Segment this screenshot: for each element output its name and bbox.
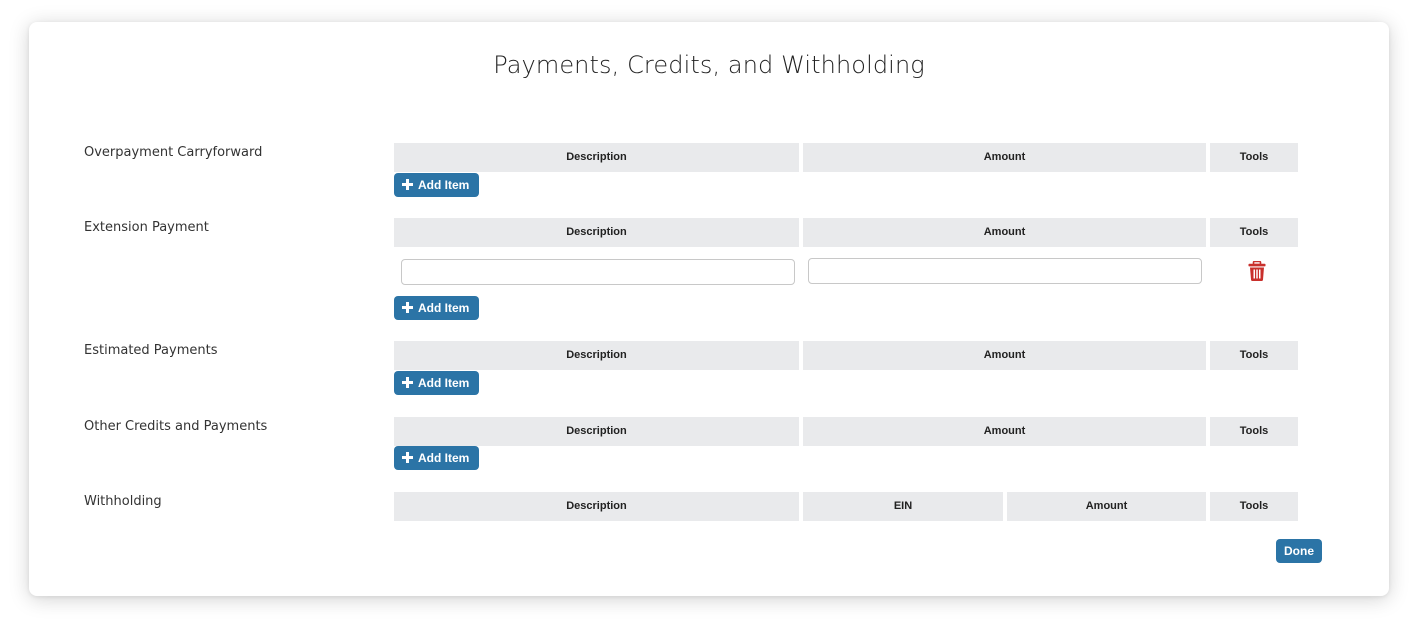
section-label-other-credits-and-payments: Other Credits and Payments bbox=[84, 419, 268, 434]
plus-icon bbox=[402, 302, 413, 313]
extension-payment-description-input[interactable] bbox=[401, 259, 795, 285]
add-item-label: Add Item bbox=[418, 451, 470, 465]
column-header-tools: Tools bbox=[1210, 218, 1298, 247]
column-header-tools: Tools bbox=[1210, 417, 1298, 446]
plus-icon bbox=[402, 452, 413, 463]
column-header-description: Description bbox=[394, 218, 799, 247]
payments-dialog bbox=[29, 22, 1389, 596]
column-header-tools: Tools bbox=[1210, 492, 1298, 521]
column-header-tools: Tools bbox=[1210, 143, 1298, 172]
section-label-withholding: Withholding bbox=[84, 494, 162, 509]
add-item-label: Add Item bbox=[418, 301, 470, 315]
column-header-amount: Amount bbox=[803, 417, 1206, 446]
column-header-description: Description bbox=[394, 143, 799, 172]
column-header-ein: EIN bbox=[803, 492, 1003, 521]
add-item-button-estimated-payments[interactable] bbox=[394, 371, 479, 395]
column-header-tools: Tools bbox=[1210, 341, 1298, 370]
column-header-amount: Amount bbox=[803, 143, 1206, 172]
add-item-button-overpayment-carryforward[interactable] bbox=[394, 173, 479, 197]
section-label-overpayment-carryforward: Overpayment Carryforward bbox=[84, 145, 263, 160]
column-header-amount: Amount bbox=[1007, 492, 1206, 521]
add-item-button-extension-payment[interactable] bbox=[394, 296, 479, 320]
add-item-label: Add Item bbox=[418, 376, 470, 390]
trash-icon[interactable] bbox=[1248, 261, 1266, 281]
section-label-estimated-payments: Estimated Payments bbox=[84, 343, 218, 358]
dialog-title: Payments, Credits, and Withholding bbox=[493, 51, 925, 79]
add-item-button-other-credits-and-payments[interactable] bbox=[394, 446, 479, 470]
column-header-description: Description bbox=[394, 341, 799, 370]
plus-icon bbox=[402, 377, 413, 388]
column-header-amount: Amount bbox=[803, 218, 1206, 247]
done-button[interactable]: Done bbox=[1276, 539, 1322, 563]
extension-payment-amount-input[interactable] bbox=[808, 258, 1202, 284]
add-item-label: Add Item bbox=[418, 178, 470, 192]
plus-icon bbox=[402, 179, 413, 190]
column-header-description: Description bbox=[394, 417, 799, 446]
column-header-amount: Amount bbox=[803, 341, 1206, 370]
section-label-extension-payment: Extension Payment bbox=[84, 220, 209, 235]
column-header-description: Description bbox=[394, 492, 799, 521]
